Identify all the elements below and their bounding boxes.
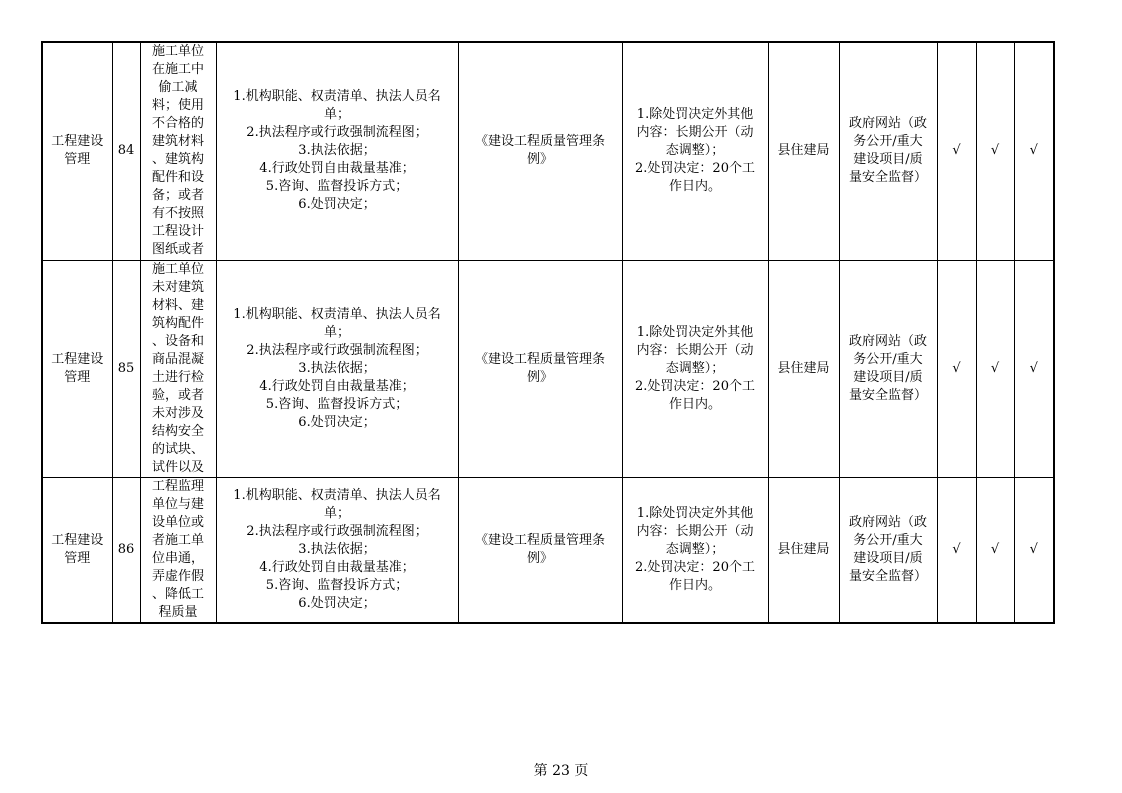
text-line: 内容：长期公开（动	[636, 523, 754, 539]
text-line: 工程设计	[151, 224, 204, 240]
text-line: 单；	[323, 324, 350, 340]
text-line: 4.行政处罚自由裁量基准；	[259, 378, 415, 394]
text-line: 的试块、	[151, 441, 204, 457]
text-line: 6.处罚决定；	[298, 414, 376, 430]
text-line: 单位与建	[151, 496, 204, 512]
channel-cell	[839, 42, 937, 260]
text-line: 态调整）；	[665, 143, 725, 159]
text-line: 、设备和	[151, 333, 204, 349]
check-mark: √	[1014, 260, 1054, 477]
text-line: 筑构配件	[151, 315, 204, 331]
text-line: 不合格的	[151, 116, 204, 132]
text-line: 2.执法程序或行政强制流程图；	[246, 342, 428, 358]
text-line: 1.除处罚决定外其他	[636, 107, 754, 123]
text-line: 5.咨询、监督投诉方式；	[265, 179, 409, 195]
check-mark: √	[937, 477, 976, 623]
table-row	[42, 477, 1054, 623]
text-line: 2.执法程序或行政强制流程图；	[246, 523, 428, 539]
text-line: 验，或者	[151, 387, 204, 403]
text-line: 5.咨询、监督投诉方式；	[265, 577, 409, 593]
table-row	[42, 260, 1054, 477]
subject-cell: 县住建局	[768, 477, 839, 623]
text-line: 有不按照	[151, 206, 204, 222]
text-line: 土进行检	[151, 369, 204, 385]
number-cell: 85	[112, 260, 140, 477]
text-line: 2.处罚决定：20个工	[635, 378, 755, 394]
text-line: 2.处罚决定：20个工	[635, 559, 755, 575]
number-cell: 86	[112, 477, 140, 623]
text-line: 设单位或	[151, 514, 204, 530]
text-line: 作日内。	[668, 577, 721, 593]
text-line: 单；	[323, 107, 350, 123]
text-line: 内容：长期公开（动	[636, 125, 754, 141]
text-line: 、降低工	[151, 586, 204, 602]
text-line: 1.机构职能、权责清单、执法人员名	[233, 306, 441, 322]
text-line: 6.处罚决定；	[298, 197, 376, 213]
text-line: 内容：长期公开（动	[636, 342, 754, 358]
text-line: 程质量	[158, 604, 198, 620]
text-line: 例》	[526, 550, 553, 566]
text-line: 政府网站（政	[848, 514, 927, 530]
text-line: 施工单位	[151, 44, 204, 60]
text-line: 未对涉及	[151, 405, 204, 421]
check-mark: √	[1014, 477, 1054, 623]
item-cell	[140, 260, 216, 477]
channel-cell	[839, 477, 937, 623]
text-line: 位串通，	[151, 550, 204, 566]
category-cell	[42, 477, 112, 623]
text-line: 务公开/重大	[853, 351, 923, 367]
item-cell	[140, 477, 216, 623]
content-cell	[216, 42, 458, 260]
basis-cell	[458, 477, 622, 623]
text-line: 1.机构职能、权责清单、执法人员名	[233, 89, 441, 105]
text-line: 施工单位	[151, 261, 204, 277]
text-line: 作日内。	[668, 179, 721, 195]
text-line: 工程监理	[151, 478, 204, 494]
text-line: 管理	[64, 152, 91, 168]
text-line: 5.咨询、监督投诉方式；	[265, 396, 409, 412]
text-line: 2.处罚决定：20个工	[635, 161, 755, 177]
disclosure-table	[41, 41, 1055, 624]
text-line: 建设项目/质	[853, 152, 923, 168]
text-line: 在施工中	[151, 62, 204, 78]
text-line: 量安全监督）	[848, 170, 927, 186]
text-line: 3.执法依据；	[298, 360, 376, 376]
text-line: 务公开/重大	[853, 532, 923, 548]
text-line: 4.行政处罚自由裁量基准；	[259, 559, 415, 575]
item-cell	[140, 42, 216, 260]
text-line: 《建设工程质量管理条	[474, 134, 605, 150]
text-line: 建设项目/质	[853, 369, 923, 385]
check-mark: √	[976, 477, 1014, 623]
text-line: 量安全监督）	[848, 568, 927, 584]
text-line: 建设项目/质	[853, 550, 923, 566]
check-mark: √	[976, 42, 1014, 260]
text-line: 试件以及	[151, 459, 204, 475]
check-mark: √	[937, 260, 976, 477]
text-line: 单；	[323, 505, 350, 521]
text-line: 《建设工程质量管理条	[474, 351, 605, 367]
subject-cell: 县住建局	[768, 42, 839, 260]
text-line: 1.除处罚决定外其他	[636, 324, 754, 340]
text-line: 2.执法程序或行政强制流程图；	[246, 125, 428, 141]
text-line: 图纸或者	[151, 242, 204, 258]
text-line: 建筑材料	[151, 134, 204, 150]
text-line: 工程建设	[51, 351, 104, 367]
text-line: 例》	[526, 152, 553, 168]
text-line: 管理	[64, 369, 91, 385]
check-mark: √	[1014, 42, 1054, 260]
text-line: 配件和设	[151, 170, 204, 186]
text-line: 1.机构职能、权责清单、执法人员名	[233, 487, 441, 503]
text-line: 3.执法依据；	[298, 541, 376, 557]
text-line: 备；或者	[151, 188, 204, 204]
text-line: 态调整）；	[665, 360, 725, 376]
text-line: 商品混凝	[151, 351, 204, 367]
text-line: 材料、建	[151, 297, 204, 313]
text-line: 3.执法依据；	[298, 143, 376, 159]
text-line: 作日内。	[668, 396, 721, 412]
text-line: 未对建筑	[151, 279, 204, 295]
page-number: 第 23 页	[533, 763, 589, 779]
check-mark: √	[937, 42, 976, 260]
period-cell	[622, 477, 768, 623]
category-cell	[42, 42, 112, 260]
text-line: 例》	[526, 369, 553, 385]
content-cell	[216, 260, 458, 477]
text-line: 料；使用	[151, 98, 204, 114]
text-line: 态调整）；	[665, 541, 725, 557]
number-cell: 84	[112, 42, 140, 260]
text-line: 者施工单	[151, 532, 204, 548]
text-line: 弄虚作假	[151, 568, 204, 584]
text-line: 1.除处罚决定外其他	[636, 505, 754, 521]
basis-cell	[458, 260, 622, 477]
text-line: 4.行政处罚自由裁量基准；	[259, 161, 415, 177]
text-line: 工程建设	[51, 532, 104, 548]
text-line: 务公开/重大	[853, 134, 923, 150]
subject-cell: 县住建局	[768, 260, 839, 477]
table-row	[42, 42, 1054, 260]
period-cell	[622, 42, 768, 260]
category-cell	[42, 260, 112, 477]
text-line: 6.处罚决定；	[298, 595, 376, 611]
basis-cell	[458, 42, 622, 260]
text-line: 量安全监督）	[848, 387, 927, 403]
channel-cell	[839, 260, 937, 477]
period-cell	[622, 260, 768, 477]
text-line: 《建设工程质量管理条	[474, 532, 605, 548]
content-cell	[216, 477, 458, 623]
text-line: 结构安全	[151, 423, 204, 439]
text-line: 管理	[64, 550, 91, 566]
text-line: 、建筑构	[151, 152, 204, 168]
check-mark: √	[976, 260, 1014, 477]
text-line: 政府网站（政	[848, 116, 927, 132]
text-line: 政府网站（政	[848, 333, 927, 349]
text-line: 工程建设	[51, 134, 104, 150]
text-line: 偷工减	[158, 80, 198, 96]
